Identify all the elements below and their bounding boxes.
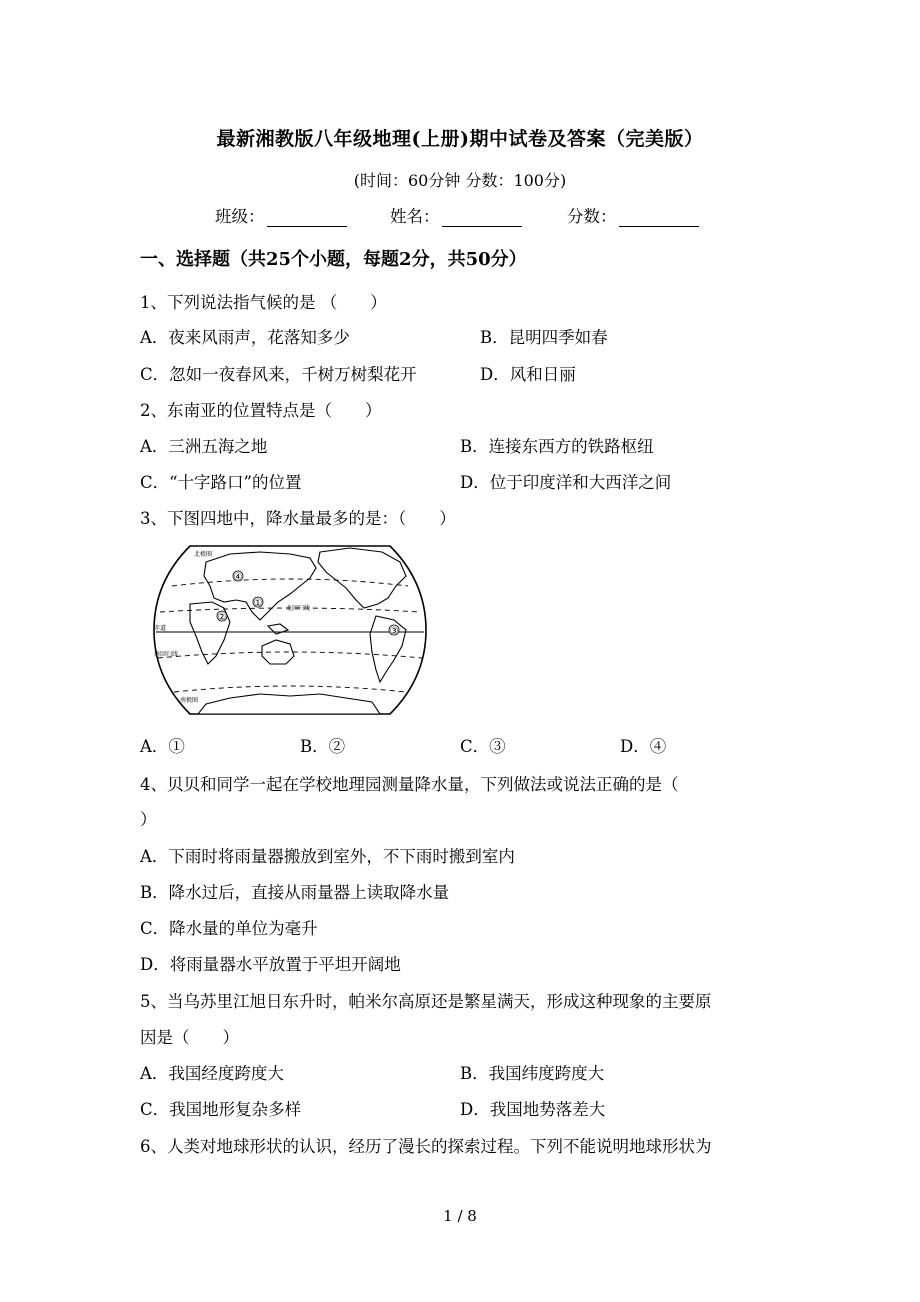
- q2-option-c[interactable]: C．“十字路口”的位置: [140, 473, 302, 492]
- q6-stem: 6、人类对地球形状的认识，经历了漫长的探索过程。下列不能说明地球形状为: [140, 1137, 712, 1156]
- q4-option-b[interactable]: B．降水过后，直接从雨量器上读取降水量: [140, 883, 450, 902]
- score-label: 分数：: [567, 207, 617, 226]
- page-number: 1 / 8: [443, 1207, 477, 1225]
- q2-option-a[interactable]: A．三洲五海之地: [140, 437, 268, 456]
- marker-2: ②: [217, 612, 227, 623]
- class-field: [215, 203, 347, 227]
- q5-option-a[interactable]: A．我国经度跨度大: [140, 1064, 284, 1083]
- q1-option-c[interactable]: C．忽如一夜春风来，千树万树梨花开: [140, 365, 417, 384]
- marker-4: ④: [233, 572, 243, 583]
- marker-3: ③: [389, 626, 399, 637]
- q1-stem: 1、下列说法指气候的是 （ ）: [140, 293, 387, 312]
- q2-option-b[interactable]: B．连接东西方的铁路枢纽: [460, 437, 654, 456]
- name-label: 姓名：: [390, 207, 440, 226]
- marker-1: ①: [253, 598, 263, 609]
- class-label: 班级：: [215, 207, 265, 226]
- q5-option-d[interactable]: D．我国地势落差大: [460, 1100, 606, 1119]
- q2-stem: 2、东南亚的位置特点是（ ）: [140, 401, 382, 420]
- q4-stem-line2: ）: [140, 810, 157, 829]
- q4-stem-line1: 4、贝贝和同学一起在学校地理园测量降水量，下列做法或说法正确的是（: [140, 775, 679, 794]
- q4-option-d[interactable]: D．将雨量器水平放置于平坦开阔地: [140, 955, 401, 974]
- label-tropic-cancer: 北回归线: [286, 605, 311, 612]
- q3-option-d[interactable]: D．④: [620, 737, 667, 756]
- q3-option-b[interactable]: B．②: [300, 737, 346, 756]
- q1-option-a[interactable]: A．夜来风雨声，花落知多少: [140, 328, 350, 347]
- label-antarctic-circle: 南极圈: [180, 697, 199, 704]
- world-map-figure: [150, 542, 430, 718]
- class-blank[interactable]: [267, 208, 347, 227]
- exam-meta: (时间：60分钟 分数：100分): [353, 171, 567, 190]
- q3-option-a[interactable]: A．①: [140, 737, 185, 756]
- section-heading: 一、选择题（共25个小题，每题2分，共50分）: [140, 249, 527, 270]
- q1-option-b[interactable]: B．昆明四季如春: [480, 328, 608, 347]
- q3-stem: 3、下图四地中，降水量最多的是：（ ）: [140, 509, 456, 528]
- q3-option-c[interactable]: C．③: [460, 737, 506, 756]
- q1-option-d[interactable]: D．风和日丽: [480, 365, 576, 384]
- label-arctic-circle: 北极圈: [194, 551, 213, 558]
- q5-stem-line1: 5、当乌苏里江旭日东升时，帕米尔高原还是繁星满天，形成这种现象的主要原: [140, 992, 712, 1011]
- score-field: [567, 203, 699, 227]
- score-blank[interactable]: [619, 208, 699, 227]
- q5-stem-line2: 因是（ ）: [140, 1028, 239, 1047]
- q4-option-c[interactable]: C．降水量的单位为毫升: [140, 919, 318, 938]
- q4-option-a[interactable]: A．下雨时将雨量器搬放到室外，不下雨时搬到室内: [140, 847, 515, 866]
- label-tropic-capricorn: 南回归线: [154, 651, 179, 658]
- name-blank[interactable]: [442, 208, 522, 227]
- name-field: [390, 203, 522, 227]
- q2-option-d[interactable]: D．位于印度洋和大西洋之间: [460, 473, 672, 492]
- q5-option-b[interactable]: B．我国纬度跨度大: [460, 1064, 605, 1083]
- exam-title: 最新湘教版八年级地理(上册)期中试卷及答案（完美版）: [216, 128, 704, 150]
- label-equator: 赤道: [154, 625, 167, 632]
- q5-option-c[interactable]: C．我国地形复杂多样: [140, 1100, 302, 1119]
